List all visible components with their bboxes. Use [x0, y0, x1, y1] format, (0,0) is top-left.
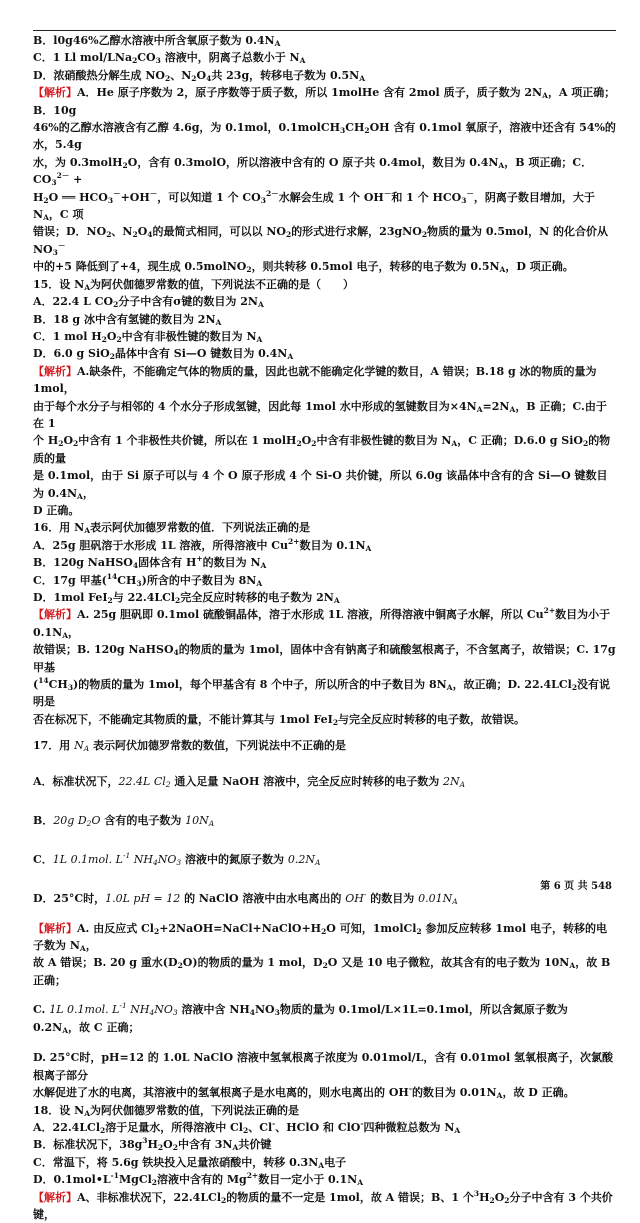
- analysis-tag: 【解析】: [33, 86, 77, 100]
- option-c: C．1 Ll mol/$LNa_2CO_3$ 溶液中，阴离子总数小于 $N_A$: [33, 51, 306, 66]
- analysis-15: 【解析】A.缺条件，不能确定气体的物质的量，因此也就不能确定化学键的数目，A 错误；B.18 g 冰的物质的量为 1mol， 由于每个水分子与相邻的 4 个水分子形成氢键，因此每 1mol 水中形成的氢键数目为$\times 4N_A=2N_A$，B 正确；C.由于在 1 个 $H_2O_2$中含有 1 个非极性共价键，所以在 1 $molH_2O_2$中含有非极性键的数目为 $N_A$，C 正确；D.6.0 g SiO$_2$的物质的量 是 0.1mol，由于 Si 原子可以与 4 个 O 原子形成 4 个 Si-O 共价键，所以 6.0g 该晶体中含有的含 Si—O 键数目为 $0.4N_A$， D 正确。: [33, 364, 611, 517]
- analysis-tag: 【解析】: [33, 364, 77, 378]
- analysis-14: 【解析】A．He 原子序数为 2，原子序数等于质子数，所以 1molHe 含有 2mol 质子，质子数为 $2N_A$，A 项正确；B．10g 46%的乙醇水溶液含有乙醇 4.6g，为 0.1mol，$0.1molCH_3CH_2OH$ 含有 0.1mol 氧原子，溶液中还含有 54%的水，5.4g 水，为 0.3molH$_2$O，含有 0.3molO，所以溶液中含有的 O 原子共 0.4mol，数目为 $0.4N_A$，B 项正确；C．$CO_3^{2-}$ + $H_2O$ ══ $HCO_3^-+OH^-$，可以知道 1 个 $CO_3^{2-}$水解会生成 1 个 OH－和 1 个 $HCO_3^-$，阴离子数目增加，大于 $N_A$，C 项 错误；D．$NO_2$、$N_2O_4$的最简式相同，可以以 $NO_2$的形式进行求解，23gNO$_2$物质的量为 0.5mol，N 的化合价从 $NO_3^-$ 中的+5 降低到了+4，现生成 0.5molNO$_2$，则共转移 0.5mol 电子，转移的电子数为 $0.5N_A$，D 项正确。: [33, 86, 616, 275]
- analysis-18: 【解析】A、非标准状况下，22.4LCl$_2$的物质的量不一定是 1mol，故 A 错误；B、1 个$^3H_2O_2$分子中含有 3 个共价键，: [33, 1188, 613, 1221]
- analysis-17: 【解析】A. 由反应式 $Cl_2+2NaOH=NaCl+NaClO+H_2O$ 可知，1molCl$_2$ 参加反应转移 1mol 电子，转移的电子数为 $N_A$， 故 A 错误；B. 20 g 重水$(D_2O)$的物质的量为 1 mol，$D_2O$ 又是 10 电子微粒，故其含有的电子数为 $10N_A$，故 B 正确； C. 1L 0.1mol. $L^{-1}$ $NH_4NO_3$ 溶液中含 $NH_4NO_3$物质的量为 0.1mol/L×1L=0.1mol，所以含氮原子数为 $0.2N_A$，故 C 正确； D. 25°C时，pH=12 的 1.0L NaClO 溶液中氢氧根离子浓度为 0.01mol/L，含有 0.01mol 氢氧根离子，次氯酸根离子部分 水解促进了水的电离，其溶液中的氢氧根离子是水电离的，则水电离出的 OH-的数目为 $0.01N_A$，故 D 正确。: [33, 921, 613, 1101]
- page-number: 第 6 页 共 548: [540, 881, 612, 892]
- analysis-16: 【解析】A. 25g 胆矾即 0.1mol 硫酸铜晶体，溶于水形成 1L 溶液，所得溶液中铜离子水解，所以 $Cu^{2+}$数目为小于 $0.1N_A$， 故错误；B. 120g NaHSO$_4$的物质的量为 1mol，固体中含有钠离子和硫酸氢根离子，不含氢离子，故错误；C. 17g 甲基 $(^{14}CH_3)$的物质的量为 1mol，每个甲基含有 8 个中子，所以所含的中子数目为 $8N_A$，故正确；D. 22.4LCl$_2$没有说明是 否在标况下，不能确定其物质的量，不能计算其与 1mol FeI$_2$与完全反应时转移的电子数，故错误。: [33, 606, 616, 727]
- question-17: 17．用 $N_A$ 表示阿伏加德罗常数的数值，下列说法中不正确的是 A．标准状况下，22.4L $Cl_2$ 通入足量 NaOH 溶液中，完全反应时转移的电子数为 $2N_A$ B．20g $D_2O$ 含有的电子数为 $10N_A$ C．1L 0.1mol. $L^{-1}$ $NH_4NO_3$ 溶液中的氮原子数为 $0.2N_A$ D．25°C时，1.0L pH = 12 的 NaClO 溶液中由水电离出的 OH- 的数目为 $0.01N_A$: [33, 739, 466, 906]
- analysis-tag: 【解析】: [33, 1190, 77, 1204]
- analysis-tag: 【解析】: [33, 921, 77, 935]
- document-body: [33, 32, 617, 1223]
- question-15: 15．设 $N_A$为阿伏伽德罗常数的值，下列说法不正确的是（ ） A．22.4 L $CO_2$分子中含有σ键的数目为 $2N_A$ B．18 g 冰中含有氢键的数目为 $2N_A$ C．1 mol $H_2O_2$中含有非极性键的数目为 $N_A$ D．6.0 g SiO$_2$晶体中含有 Si—O 键数目为 $0.4N_A$: [33, 277, 355, 362]
- analysis-tag: 【解析】: [33, 608, 77, 622]
- question-16: 16．用 $N_A$表示阿伏加德罗常数的值．下列说法正确的是 A．25g 胆矾溶于水形成 1L 溶液，所得溶液中 $Cu^{2+}$数目为 $0.1N_A$ B．120g NaHSO$_4$固体含有 H+的数目为 $N_A$ C．17g 甲基$(^{14}CH_3)$所含的中子数目为 $8N_A$ D．1mol FeI$_2$与 22.4LCl$_2$完全反应时转移的电子数为 $2N_A$: [33, 521, 372, 605]
- header-rule: [33, 30, 616, 31]
- question-18: 18．设 $N_A$为阿伏伽德罗常数的值，下列说法正确的是 A．22.4LCl$_2$溶于足量水，所得溶液中 $Cl_2$、Cl-、HClO 和 ClO-四种微粒总数为 $N_A$ B．标准状况下，$38g^3H_2O_2$中含有 $3N_A$共价键 C．常温下，将 5.6g 铁块投入足量浓硝酸中，转移 $0.3N_A$电子 D．$0.1mol•L^{-1}MgCl_2$溶液中含有的 $Mg^{2+}$数目一定小于 $0.1N_A$: [33, 1103, 461, 1188]
- option-d: D．浓硝酸热分解生成 $NO_2$、$N_2O_4$共 23g，转移电子数为 $0.5N_A$: [33, 68, 366, 83]
- option-b: B．l0g46%乙醇水溶液中所含氧原子数为 $0.4N_A$: [33, 34, 281, 48]
